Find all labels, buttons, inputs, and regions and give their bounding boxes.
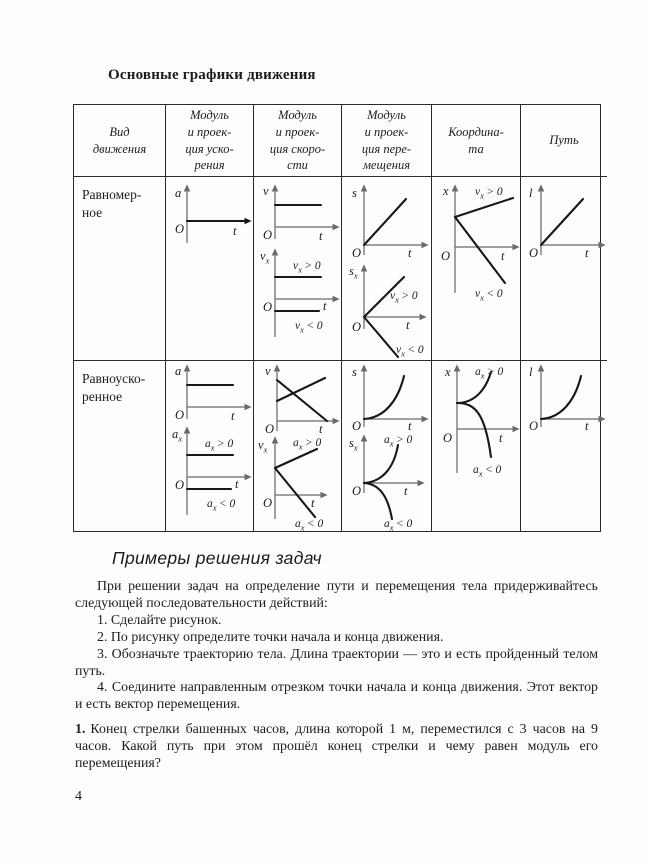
- motion-graph-coord_par: [431, 363, 521, 487]
- step-item: 3. Обозначьте траекторию тела. Длина траектории — это и есть пройденный телом путь.: [75, 646, 598, 679]
- motion-graph-lin_up: [344, 183, 430, 259]
- svg-text:sx: $s_x$: [348, 264, 358, 281]
- svg-text:ax: $a_x$: [171, 427, 182, 444]
- motion-graph-par_up: [344, 363, 430, 433]
- header-cell: Модуль и проек- ция скоро- сти: [254, 105, 342, 177]
- section-heading: Примеры решения задач: [112, 548, 322, 568]
- svg-text:v: v: [262, 184, 269, 198]
- svg-text:O: O: [351, 484, 361, 498]
- svg-text:O: O: [351, 246, 361, 260]
- svg-text:s: s: [351, 186, 357, 200]
- motion-graph-v_cross: [255, 363, 341, 435]
- motion-graph-par2: [344, 434, 430, 533]
- svg-text:t: t: [232, 224, 236, 238]
- svg-text:O: O: [441, 249, 451, 263]
- motion-graph-zero: [167, 183, 253, 247]
- graph-cell: [254, 361, 342, 531]
- svg-text:ax > 0: $a_x > 0$: [383, 434, 412, 449]
- problem-number: 1.: [75, 722, 86, 738]
- graph-cell: [166, 177, 254, 361]
- graph-cell: [342, 177, 432, 361]
- problem-text: Конец стрелки башенных часов, длина которой 1 м, переместился с 3 часов на 9 часов. Какой путь при этом прошёл конец стрелки и чему равен модуль его перемещения?: [75, 722, 598, 772]
- svg-text:O: O: [174, 408, 184, 422]
- svg-text:O: O: [174, 478, 184, 492]
- body-text: [75, 579, 598, 773]
- graph-cell: [432, 361, 521, 531]
- svg-text:t: t: [501, 249, 505, 263]
- svg-text:O: O: [264, 422, 274, 436]
- svg-text:vx: $v_x$: [257, 438, 267, 455]
- svg-text:vx > 0: $v_x > 0$: [389, 290, 418, 305]
- svg-text:O: O: [174, 222, 184, 236]
- svg-text:s: s: [351, 365, 357, 379]
- motion-graph-par_up: [521, 363, 607, 433]
- step-item: 2. По рисунку определите точки начала и конца движения.: [97, 629, 444, 645]
- svg-text:O: O: [351, 320, 361, 334]
- svg-text:t: t: [234, 477, 238, 491]
- row-label: Равномер- ное: [74, 177, 166, 361]
- intro-paragraph: При решении задач на определение пути и перемещения тела придерживайтесь следующей последовательности действий:: [75, 579, 598, 611]
- header-cell: Вид движения: [74, 105, 166, 177]
- svg-text:l: l: [529, 186, 533, 200]
- svg-text:ax < 0: $a_x < 0$: [383, 518, 412, 533]
- motion-graphs-table: [73, 104, 601, 532]
- svg-text:ax > 0: $a_x > 0$: [292, 437, 321, 452]
- svg-text:t: t: [585, 419, 589, 433]
- graph-cell: [521, 361, 607, 531]
- svg-text:vx < 0: $v_x < 0$: [475, 288, 503, 303]
- motion-graph-vx_branch: [253, 437, 343, 533]
- svg-text:t: t: [318, 229, 322, 243]
- svg-text:t: t: [407, 419, 411, 433]
- motion-graph-const: [167, 363, 253, 425]
- page-number: 4: [75, 789, 82, 804]
- graph-cell: [342, 361, 432, 531]
- motion-graph-lin2: [344, 263, 430, 363]
- svg-text:t: t: [403, 484, 407, 498]
- graph-cell: [432, 177, 521, 361]
- svg-text:x: x: [445, 365, 451, 379]
- motion-graph-coord_lin: [431, 183, 521, 307]
- svg-text:vx > 0: $v_x > 0$: [475, 186, 503, 201]
- svg-text:O: O: [529, 419, 539, 433]
- motion-graph-lin_up: [521, 183, 607, 259]
- step-item: 1. Сделайте рисунок.: [97, 612, 222, 628]
- graph-cell: [521, 177, 607, 361]
- instruction-steps: [75, 613, 598, 714]
- svg-text:ax < 0: $a_x < 0$: [206, 498, 235, 513]
- svg-text:vx: $v_x$: [259, 249, 269, 266]
- svg-text:sx: $s_x$: [348, 436, 358, 453]
- svg-text:a: a: [174, 186, 181, 200]
- svg-text:vx > 0: $v_x > 0$: [292, 260, 321, 275]
- svg-text:t: t: [407, 246, 411, 260]
- header-cell: Модуль и проек- ция пере- мещения: [342, 105, 432, 177]
- svg-text:t: t: [405, 318, 409, 332]
- svg-text:t: t: [318, 422, 322, 436]
- motion-graph-const2: [167, 427, 253, 521]
- svg-text:ax > 0: $a_x > 0$: [204, 438, 233, 453]
- svg-text:x: x: [443, 184, 449, 198]
- header-cell: Путь: [521, 105, 607, 177]
- header-cell: Координа- та: [432, 105, 521, 177]
- svg-text:O: O: [529, 246, 539, 260]
- svg-text:O: O: [351, 419, 361, 433]
- motion-graph-const2: [255, 249, 341, 343]
- svg-text:O: O: [443, 431, 453, 445]
- row-label: Равноуско- ренное: [74, 361, 166, 531]
- svg-text:t: t: [310, 496, 314, 510]
- svg-text:O: O: [262, 300, 272, 314]
- svg-text:t: t: [322, 299, 326, 313]
- svg-text:O: O: [262, 228, 272, 242]
- page-title: Основные графики движения: [108, 67, 316, 83]
- svg-text:vx < 0: $v_x < 0$: [395, 344, 424, 359]
- problem-paragraph: [75, 722, 598, 773]
- svg-text:t: t: [230, 409, 234, 423]
- svg-text:ax < 0: $a_x < 0$: [294, 518, 323, 533]
- svg-text:O: O: [262, 496, 272, 510]
- graph-cell: [166, 361, 254, 531]
- svg-text:a: a: [174, 364, 181, 378]
- svg-text:vx < 0: $v_x < 0$: [294, 320, 323, 335]
- header-cell: Модуль и проек- ция уско- рения: [166, 105, 254, 177]
- svg-text:ax > 0: $a_x > 0$: [475, 366, 504, 381]
- svg-text:v: v: [264, 364, 271, 378]
- graph-cell: [254, 177, 342, 361]
- svg-text:t: t: [585, 246, 589, 260]
- svg-text:t: t: [499, 431, 503, 445]
- motion-graph-const: [255, 183, 341, 245]
- svg-text:ax < 0: $a_x < 0$: [473, 464, 502, 479]
- step-item: 4. Соедините направленным отрезком точки начала и конца движения. Этот вектор и есть вектор перемещения.: [75, 680, 598, 713]
- svg-text:l: l: [529, 365, 533, 379]
